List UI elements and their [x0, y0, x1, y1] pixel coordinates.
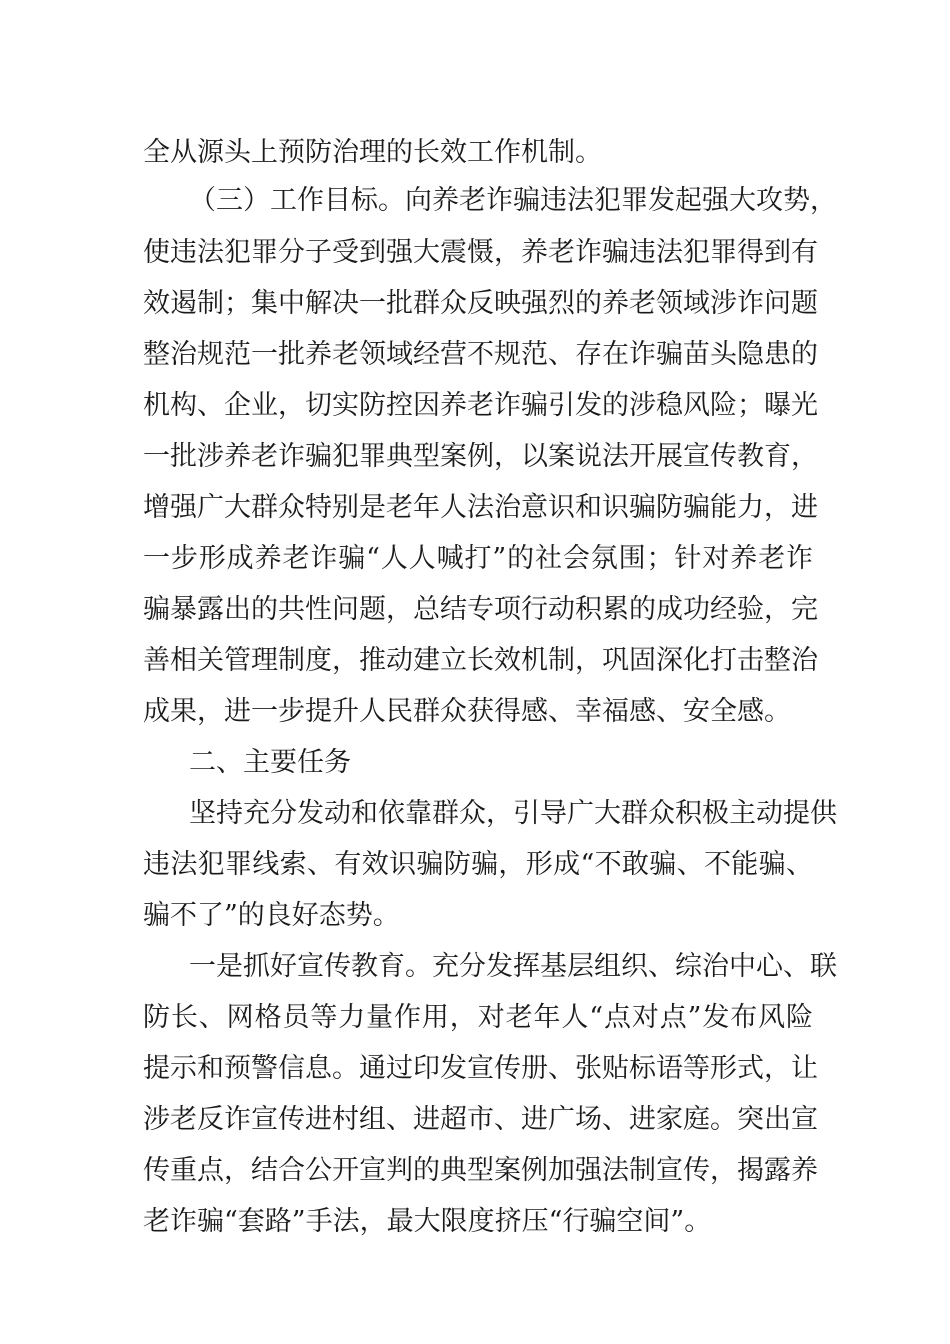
text-line: 整治规范一批养老领域经营不规范、存在诈骗苗头隐患的 [143, 339, 818, 370]
text-line: 传重点，结合公开宣判的典型案例加强法制宣传，揭露养 [143, 1155, 818, 1186]
text-line: 善相关管理制度，推动建立长效机制，巩固深化打击整治 [143, 645, 818, 676]
section-heading: 二、主要任务 [189, 747, 351, 778]
text-line: 使违法犯罪分子受到强大震慑，养老诈骗违法犯罪得到有 [143, 237, 818, 268]
text-line: 全从源头上预防治理的长效工作机制。 [143, 137, 602, 168]
text-line: 老诈骗“套路”手法，最大限度挤压“行骗空间”。 [143, 1206, 712, 1237]
text-line: 一步形成养老诈骗“人人喊打”的社会氛围；针对养老诈 [143, 543, 813, 574]
text-line: 涉老反诈宣传进村组、进超市、进广场、进家庭。突出宣 [143, 1104, 818, 1135]
text-line: 违法犯罪线索、有效识骗防骗，形成“不敢骗、不能骗、 [143, 849, 813, 880]
text-line: 机构、企业，切实防控因养老诈骗引发的涉稳风险；曝光 [143, 390, 818, 421]
text-line: 效遏制；集中解决一批群众反映强烈的养老领域涉诈问题 [143, 288, 818, 319]
text-line: 提示和预警信息。通过印发宣传册、张贴标语等形式，让 [143, 1053, 818, 1084]
text-line: 骗不了”的良好态势。 [143, 900, 400, 931]
text-line: 防长、网格员等力量作用，对老年人“点对点”发布风险 [143, 1002, 813, 1033]
text-line: 骗暴露出的共性问题，总结专项行动积累的成功经验，完 [143, 594, 818, 625]
text-line: 成果，进一步提升人民群众获得感、幸福感、安全感。 [143, 696, 791, 727]
text-line: 一批涉养老诈骗犯罪典型案例，以案说法开展宣传教育， [143, 441, 818, 472]
text-line: 坚持充分发动和依靠群众，引导广大群众积极主动提供 [189, 798, 837, 829]
text-line: 增强广大群众特别是老年人法治意识和识骗防骗能力，进 [143, 492, 818, 523]
text-line: 一是抓好宣传教育。充分发挥基层组织、综治中心、联 [189, 951, 837, 982]
text-line: （三）工作目标。向养老诈骗违法犯罪发起强大攻势， [189, 185, 837, 216]
